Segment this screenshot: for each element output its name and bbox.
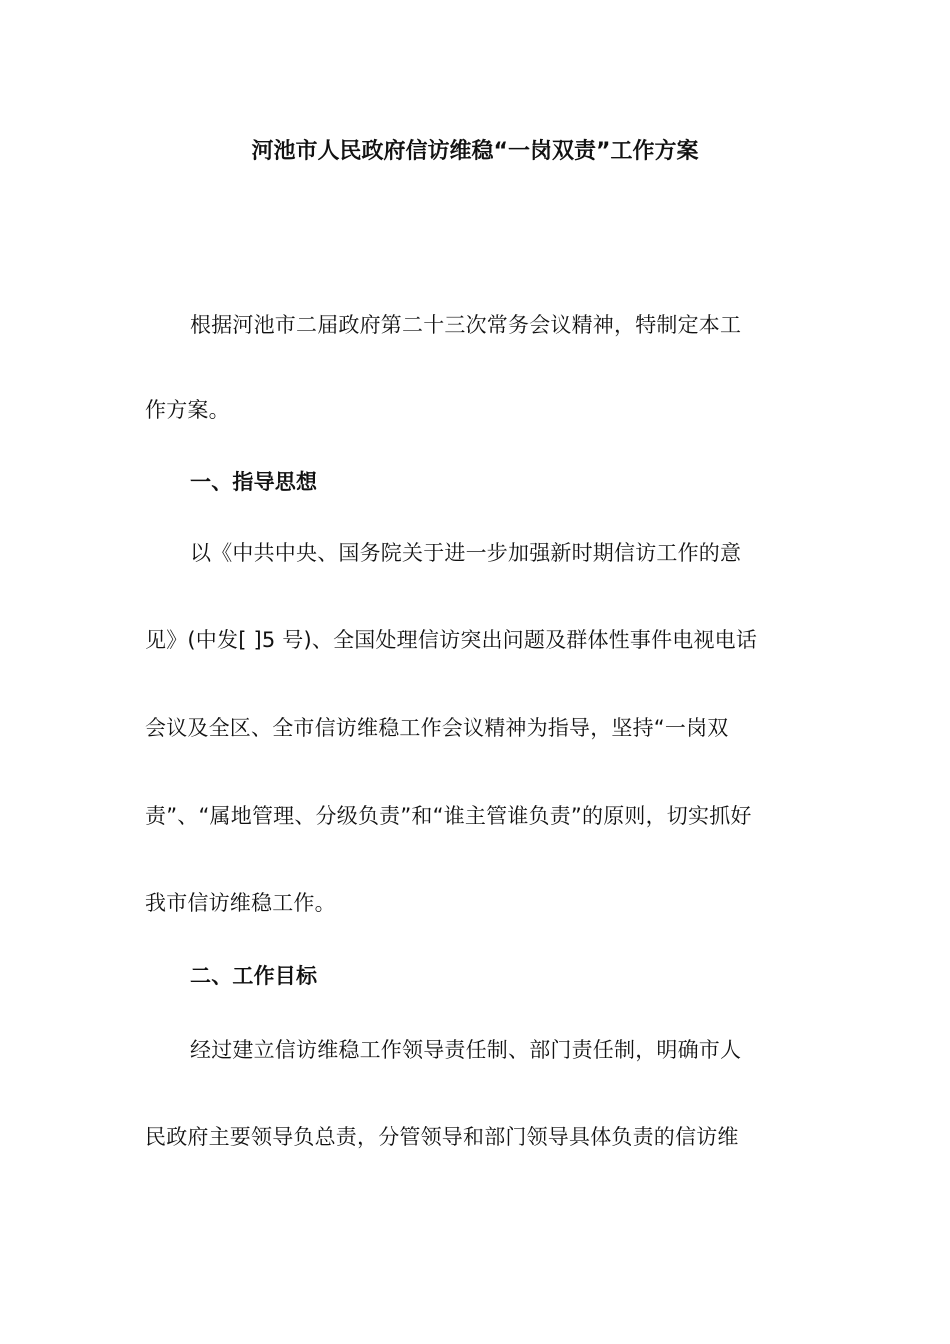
- document-title: 河池市人民政府信访维稳“一岗双责”工作方案: [251, 139, 699, 164]
- section-heading-guiding-ideology: 一、指导思想: [190, 470, 318, 494]
- section-heading-work-goals: 二、工作目标: [190, 964, 318, 988]
- paragraph-goals-line-2: 民政府主要领导负总责，分管领导和部门领导具体负责的信访维: [145, 1125, 739, 1149]
- paragraph-intro-line-2: 作方案。: [145, 398, 230, 422]
- paragraph-guidance-line-4: 责”、“属地管理、分级负责”和“谁主管谁负责”的原则，切实抓好: [145, 804, 752, 828]
- paragraph-goals-line-1: 经过建立信访维稳工作领导责任制、部门责任制，明确市人: [190, 1038, 742, 1062]
- paragraph-guidance-line-5: 我市信访维稳工作。: [145, 891, 336, 915]
- paragraph-guidance-line-2: 见》(中发[ ]5 号)、全国处理信访突出问题及群体性事件电视电话: [145, 628, 758, 652]
- paragraph-guidance-line-1: 以《中共中央、国务院关于进一步加强新时期信访工作的意: [190, 541, 742, 565]
- paragraph-guidance-line-3: 会议及全区、全市信访维稳工作会议精神为指导，坚持“一岗双: [145, 716, 729, 740]
- paragraph-intro-line-1: 根据河池市二届政府第二十三次常务会议精神，特制定本工: [190, 313, 742, 337]
